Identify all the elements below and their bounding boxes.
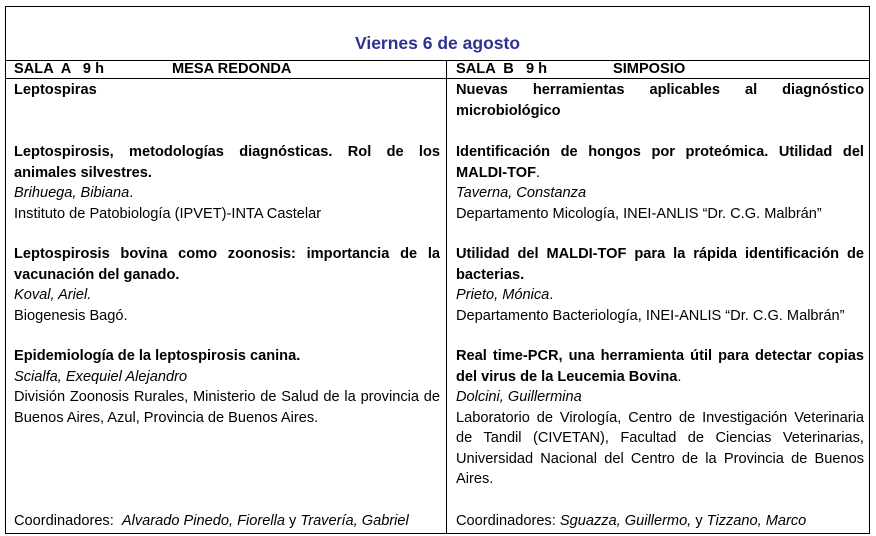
talk-title: Utilidad del MALDI-TOF para la rápida identificación de bacterias. xyxy=(456,246,864,283)
talk-affiliation: División Zoonosis Rurales, Ministerio de Salud de la provincia de Buenos Aires, Azul, Provincia de Buenos Aires. xyxy=(14,389,440,426)
sala-a-room: SALA A 9 h xyxy=(14,61,104,77)
coordinator-1: Alvarado Pinedo, Fiorella xyxy=(121,513,285,529)
talk-speaker: Brihuega, Bibiana xyxy=(14,185,130,201)
sala-b-room: SALA B 9 h xyxy=(456,61,548,77)
talk-title: Epidemiología de la leptospirosis canina. xyxy=(14,348,301,364)
talk-title: Identificación de hongos por proteómica. Utilidad del MALDI-TOF xyxy=(456,144,864,181)
talk-speaker: Dolcini, Guillermina xyxy=(456,389,582,405)
talk-speaker: Prieto, Mónica xyxy=(456,287,550,303)
sala-b-topic: Nuevas herramientas aplicables al diagnóstico microbiológico xyxy=(456,82,864,119)
sala-a-coordinators xyxy=(14,511,440,532)
coordinator-2: Travería, Gabriel xyxy=(300,513,409,529)
sala-b-talk-2 xyxy=(456,244,864,326)
talk-speaker: Koval, Ariel. xyxy=(14,287,92,303)
talk-affiliation: Biogenesis Bagó. xyxy=(14,307,128,324)
coordinator-2: Tizzano, Marco xyxy=(706,513,807,529)
talk-affiliation: Departamento Bacteriología, INEI-ANLIS “Dr. C.G. Malbrán” xyxy=(456,307,845,324)
sala-b-column xyxy=(456,80,864,530)
day-title: Viernes 6 de agosto xyxy=(354,33,521,53)
coordinators-label: Coordinadores: xyxy=(456,513,556,529)
sala-a-column xyxy=(14,80,440,530)
title-suffix: . xyxy=(535,164,541,181)
sala-a-talk-3 xyxy=(14,346,440,428)
sala-b-talk-1 xyxy=(456,142,864,224)
talk-affiliation: Laboratorio de Virología, Centro de Investigación Veterinaria de Tandil (CIVETAN), Facultad de Ciencias Veterinarias, Universidad Nacional del Centro de la Provincia de Buenos Aires. xyxy=(456,409,864,487)
column-divider xyxy=(446,60,447,534)
speaker-suffix: . xyxy=(129,185,134,201)
sala-b-header xyxy=(456,60,685,78)
speaker-suffix: . xyxy=(549,287,554,303)
talk-affiliation: Instituto de Patobiología (IPVET)-INTA Castelar xyxy=(14,205,322,222)
talk-title: Leptospirosis, metodologías diagnósticas. Rol de los animales silvestres. xyxy=(14,144,440,181)
coordinators-separator: y xyxy=(691,513,707,529)
talk-speaker: Scialfa, Exequiel Alejandro xyxy=(14,368,188,385)
sala-a-talk-2 xyxy=(14,244,440,326)
title-suffix: . xyxy=(677,368,682,385)
header-divider-bottom xyxy=(5,78,870,79)
sala-a-topic: Leptospiras xyxy=(14,82,97,98)
talk-affiliation: Departamento Micología, INEI-ANLIS “Dr. C.G. Malbrán” xyxy=(456,205,822,222)
talk-title: Leptospirosis bovina como zoonosis: importancia de la vacunación del ganado. xyxy=(14,246,440,283)
talk-speaker: Taverna, Constanza xyxy=(456,185,587,201)
coordinators-label: Coordinadores: xyxy=(14,513,114,529)
sala-a-format: MESA REDONDA xyxy=(172,61,292,77)
sala-a-header xyxy=(14,60,291,78)
coordinators-separator: y xyxy=(284,513,301,529)
coordinator-1: Sguazza, Guillermo, xyxy=(559,513,692,529)
sala-b-talk-3 xyxy=(456,346,864,490)
sala-a-talk-1 xyxy=(14,142,440,224)
talk-title: Real time-PCR, una herramienta útil para detectar copias del virus de la Leucemia Bovina xyxy=(456,348,864,385)
sala-b-coordinators xyxy=(456,511,864,532)
sala-b-format: SIMPOSIO xyxy=(613,61,686,77)
